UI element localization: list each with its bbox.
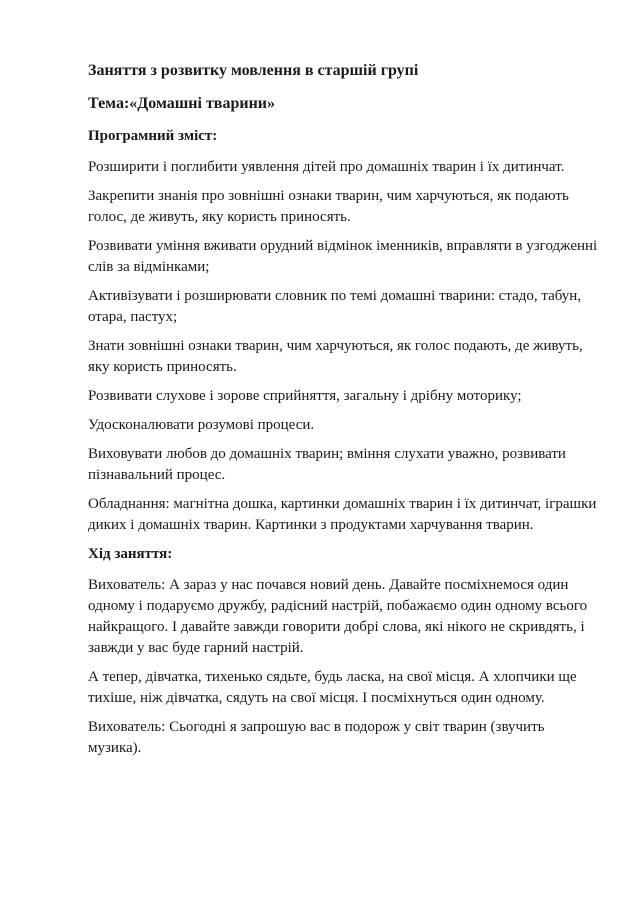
program-paragraph: Розширити і поглибити уявлення дітей про домашніх тварин і їх дитинчат.	[88, 159, 565, 175]
equipment-paragraph: Обладнання: магнітна дошка, картинки домашніх тварин і їх дитинчат, іграшки диких і домашніх тварин. Картинки з продуктами харчування тварин.	[88, 496, 597, 533]
program-paragraph: Розвивати уміння вживати орудний відмінок іменників, вправляти в узгодженні слів за відмінками;	[88, 238, 598, 275]
program-paragraph: Удосконалювати розумові процеси.	[88, 417, 315, 433]
program-paragraph: Активізувати і розширювати словник по темі домашні тварини: стадо, табун, отара, пастух;	[88, 288, 582, 325]
program-paragraph: Виховувати любов до домашніх тварин; вміння слухати уважно, розвивати пізнавальний процес.	[88, 446, 566, 483]
document-content	[88, 60, 600, 767]
course-heading: Хід заняття:	[88, 546, 173, 562]
course-paragraph: А тепер, дівчатка, тихенько сядьте, будь ласка, на свої місця. А хлопчики ще тихіше, ніж дівчатка, сядуть на свої місця. І посміхнуться один одному.	[88, 669, 577, 706]
document-title: Заняття з розвитку мовлення в старшій групі	[88, 62, 419, 79]
course-paragraph: Вихователь: Сьогодні я запрошую вас в подорож у світ тварин (звучить музика).	[88, 719, 545, 756]
program-paragraph: Закрепити знанія про зовнішні ознаки тварин, чим харчуються, як подають голос, де живуть, яку користь приносять.	[88, 188, 569, 225]
course-paragraph: Вихователь: А зараз у нас почався новий день. Давайте посміхнемося один одному і подаруємо дружбу, радісний настрій, побажаємо один одному всього найкращого. І давайте завжди говорити добрі слова, які нікого не скривдять, і завжди у вас буде гарний настрій.	[88, 577, 588, 656]
program-paragraph: Розвивати слухове і зорове сприйняття, загальну і дрібну моторику;	[88, 388, 522, 404]
program-heading: Програмний зміст:	[88, 128, 218, 144]
program-paragraph: Знати зовнішні ознаки тварин, чим харчуються, як голос подають, де живуть, яку користь приносять.	[88, 338, 583, 375]
topic-heading: Тема:«Домашні тварини»	[88, 95, 275, 112]
